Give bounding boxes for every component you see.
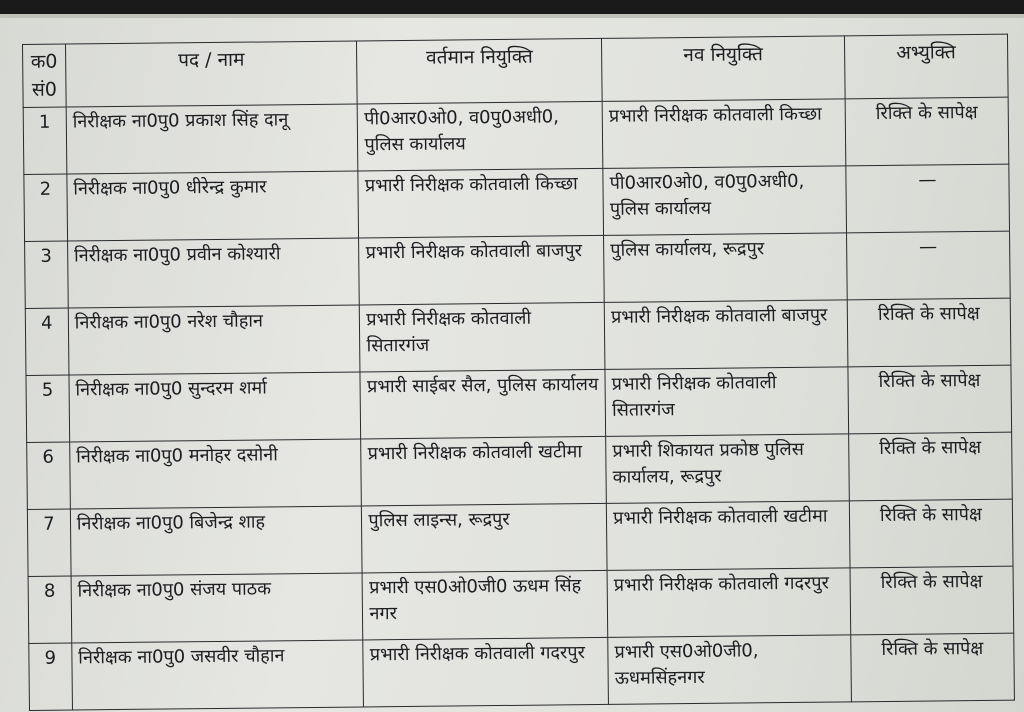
row-remark: रिक्ति के सापेक्ष bbox=[848, 365, 1012, 434]
row-current-posting: प्रभारी निरीक्षक कोतवाली किच्छा bbox=[358, 168, 603, 238]
header-serial-number: क0 सं0 bbox=[23, 44, 66, 107]
row-officer-name: निरीक्षक ना0पु0 प्रकाश सिंह दानू bbox=[66, 104, 358, 174]
row-remark: रिक्ति के सापेक्ष bbox=[850, 566, 1014, 635]
row-current-posting: प्रभारी निरीक्षक कोतवाली गदरपुर bbox=[363, 637, 608, 707]
row-new-posting: प्रभारी निरीक्षक कोतवाली गदरपुर bbox=[607, 568, 850, 638]
row-officer-name: निरीक्षक ना0पु0 संजय पाठक bbox=[71, 573, 363, 643]
row-officer-name: निरीक्षक ना0पु0 धीरेन्द्र कुमार bbox=[67, 171, 359, 241]
document-sheet bbox=[0, 14, 1024, 712]
row-new-posting: पुलिस कार्यालय, रूद्रपुर bbox=[604, 233, 847, 303]
row-remark: रिक्ति के सापेक्ष bbox=[848, 432, 1012, 501]
row-serial-number: 7 bbox=[27, 509, 71, 576]
row-serial-number: 3 bbox=[25, 241, 69, 308]
row-serial-number: 8 bbox=[28, 576, 72, 643]
table-row bbox=[24, 164, 1010, 241]
table-row bbox=[23, 97, 1009, 174]
row-current-posting: पी0आर0ओ0, व0पु0अधी0, पुलिस कार्यालय bbox=[358, 101, 603, 171]
row-serial-number: 5 bbox=[26, 375, 70, 442]
row-current-posting: प्रभारी एस0ओ0जी0 ऊधम सिंह नगर bbox=[362, 570, 607, 640]
table-row bbox=[25, 231, 1011, 308]
row-new-posting: पी0आर0ओ0, व0पु0अधी0, पुलिस कार्यालय bbox=[603, 166, 846, 236]
row-new-posting: प्रभारी निरीक्षक कोतवाली बाजपुर bbox=[604, 300, 847, 370]
row-new-posting: प्रभारी निरीक्षक कोतवाली सितारगंज bbox=[605, 367, 848, 437]
row-serial-number: 6 bbox=[27, 442, 71, 509]
header-current-posting: वर्तमान नियुक्ति bbox=[357, 38, 602, 104]
row-new-posting: प्रभारी एस0ओ0जी0, ऊधमसिंहनगर bbox=[608, 635, 851, 705]
row-current-posting: प्रभारी साईबर सैल, पुलिस कार्यालय bbox=[360, 369, 605, 439]
header-remarks: अभ्युक्ति bbox=[844, 34, 1008, 99]
row-remark: — bbox=[846, 164, 1010, 233]
row-current-posting: प्रभारी निरीक्षक कोतवाली बाजपुर bbox=[359, 235, 604, 305]
table-row bbox=[27, 432, 1013, 509]
header-new-posting: नव नियुक्ति bbox=[602, 36, 845, 102]
row-remark: रिक्ति के सापेक्ष bbox=[845, 97, 1009, 166]
row-serial-number: 2 bbox=[24, 174, 68, 241]
row-serial-number: 9 bbox=[29, 643, 73, 710]
row-new-posting: प्रभारी निरीक्षक कोतवाली किच्छा bbox=[602, 99, 845, 169]
row-new-posting: प्रभारी निरीक्षक कोतवाली खटीमा bbox=[606, 501, 849, 571]
row-serial-number: 4 bbox=[25, 308, 69, 375]
row-new-posting: प्रभारी शिकायत प्रकोष्ठ पुलिस कार्यालय, रूद्रपुर bbox=[606, 434, 849, 504]
previous-page-strip bbox=[0, 14, 1024, 18]
row-officer-name: निरीक्षक ना0पु0 प्रवीन कोश्यारी bbox=[67, 238, 359, 308]
row-officer-name: निरीक्षक ना0पु0 मनोहर दसोनी bbox=[69, 439, 361, 509]
row-remark: रिक्ति के सापेक्ष bbox=[849, 499, 1013, 568]
row-officer-name: निरीक्षक ना0पु0 नरेश चौहान bbox=[68, 305, 360, 375]
row-current-posting: प्रभारी निरीक्षक कोतवाली खटीमा bbox=[361, 436, 606, 506]
header-post-name: पद / नाम bbox=[65, 41, 357, 107]
transfer-posting-table bbox=[22, 34, 1015, 711]
row-serial-number: 1 bbox=[23, 107, 67, 174]
row-officer-name: निरीक्षक ना0पु0 सुन्दरम शर्मा bbox=[69, 372, 361, 442]
table-row bbox=[27, 499, 1013, 576]
table-header-row bbox=[23, 34, 1009, 107]
row-current-posting: पुलिस लाइन्स, रूद्रपुर bbox=[362, 503, 607, 573]
row-current-posting: प्रभारी निरीक्षक कोतवाली सितारगंज bbox=[360, 302, 605, 372]
table-row bbox=[29, 633, 1015, 710]
row-officer-name: निरीक्षक ना0पु0 जसवीर चौहान bbox=[72, 640, 364, 710]
table-row bbox=[25, 298, 1011, 375]
row-officer-name: निरीक्षक ना0पु0 बिजेन्द्र शाह bbox=[70, 506, 362, 576]
row-remark: रिक्ति के सापेक्ष bbox=[851, 633, 1015, 702]
row-remark: — bbox=[846, 231, 1010, 300]
table-row bbox=[28, 566, 1014, 643]
row-remark: रिक्ति के सापेक्ष bbox=[847, 298, 1011, 367]
table-row bbox=[26, 365, 1012, 442]
